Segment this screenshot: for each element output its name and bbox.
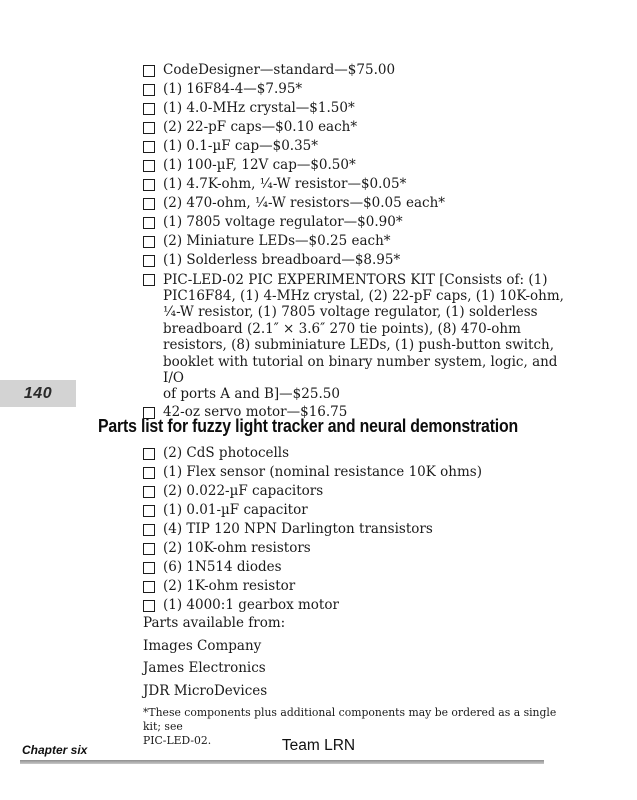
parts-item-label: (1) 0.01-µF capacitor: [163, 502, 308, 518]
page-number: 140: [23, 384, 53, 402]
checkbox-icon: [143, 600, 155, 612]
checkbox-icon: [143, 274, 155, 286]
checkbox-icon: [143, 84, 155, 96]
parts-item-label: (1) Solderless breadboard—$8.95*: [163, 252, 401, 268]
checkbox-icon: [143, 122, 155, 134]
checkbox-icon: [143, 65, 155, 77]
parts-item-label: (4) TIP 120 NPN Darlington transistors: [163, 521, 433, 537]
checkbox-icon: [143, 255, 155, 267]
supplier-name: JDR MicroDevices: [143, 682, 268, 699]
parts-list-item: [143, 520, 573, 539]
parts-list-item: [143, 118, 573, 137]
kit-description-line: resistors, (8) subminiature LEDs, (1) push-button switch,: [163, 337, 555, 354]
kit-description-line: PIC16F84, (1) 4-MHz crystal, (2) 22-pF caps, (1) 10K-ohm,: [163, 287, 564, 304]
kit-description-line: PIC-LED-02 PIC EXPERIMENTORS KIT [Consists of: (1): [163, 271, 548, 288]
parts-item-label: (1) 100-µF, 12V cap—$0.50*: [163, 157, 356, 173]
parts-item-label: (2) CdS photocells: [163, 445, 290, 461]
parts-item-label: (2) 1K-ohm resistor: [163, 578, 296, 594]
parts-list-item: [143, 482, 573, 501]
parts-item-label: (6) 1N514 diodes: [163, 559, 282, 575]
parts-checklist-bottom: [143, 444, 573, 615]
supplier-name: James Electronics: [143, 660, 266, 676]
parts-checklist-top: [143, 61, 573, 422]
checkbox-icon: [143, 467, 155, 479]
parts-item-label: (1) Flex sensor (nominal resistance 10K ohms): [163, 464, 482, 480]
checkbox-icon: [143, 562, 155, 574]
parts-item-label: CodeDesigner—standard—$75.00: [163, 62, 396, 78]
checkbox-icon: [143, 217, 155, 229]
checkbox-icon: [143, 236, 155, 248]
parts-list-item: [143, 137, 573, 156]
parts-list-item: [143, 80, 573, 99]
parts-list-item: [143, 194, 573, 213]
parts-item-label: (2) Miniature LEDs—$0.25 each*: [163, 233, 391, 249]
checkbox-icon: [143, 448, 155, 460]
checkbox-icon: [143, 141, 155, 153]
checkbox-icon: [143, 103, 155, 115]
checkbox-icon: [143, 179, 155, 191]
parts-list-item: [143, 463, 573, 482]
kit-description: [163, 270, 573, 403]
chapter-label: Chapter six: [22, 743, 88, 757]
footnote-line: PIC-LED-02.: [143, 734, 212, 747]
suppliers-block: [143, 617, 285, 707]
parts-list-item: [143, 444, 573, 463]
parts-list-item: [143, 501, 573, 520]
parts-list-item: [143, 558, 573, 577]
checkbox-icon: [143, 160, 155, 172]
parts-list-item: [143, 577, 573, 596]
kit-description-line: booklet with tutorial on binary number system, logic, and I/O: [163, 353, 558, 386]
footer-rule: [20, 760, 544, 764]
parts-item-label: (1) 4000:1 gearbox motor: [163, 597, 339, 613]
parts-list-item: [143, 175, 573, 194]
parts-item-label: (1) 7805 voltage regulator—$0.90*: [163, 214, 403, 230]
parts-list-item: [143, 156, 573, 175]
parts-item-label: (2) 22-pF caps—$0.10 each*: [163, 119, 358, 135]
watermark: Team LRN: [281, 737, 356, 754]
footnote-line: *These components plus additional components may be ordered as a single kit; see: [143, 706, 557, 733]
parts-list-item: [143, 213, 573, 232]
suppliers-intro: Parts available from:: [143, 615, 286, 631]
parts-item-label: (1) 4.7K-ohm, ¹⁄₄-W resistor—$0.05*: [163, 176, 407, 192]
parts-list-item: [143, 61, 573, 80]
parts-item-label: (1) 0.1-µF cap—$0.35*: [163, 138, 319, 154]
checkbox-icon: [143, 581, 155, 593]
kit-description-line: ¹⁄₄-W resistor, (1) 7805 voltage regulator, (1) solderless: [163, 304, 538, 321]
parts-item-label: (2) 470-ohm, ¹⁄₄-W resistors—$0.05 each*: [163, 195, 446, 211]
parts-list-item: [143, 251, 573, 270]
supplier-name: Images Company: [143, 637, 262, 654]
parts-list-item: [143, 596, 573, 615]
page-number-badge: [0, 380, 76, 407]
checkbox-icon: [143, 543, 155, 555]
parts-list-item-kit: [143, 270, 573, 403]
checkbox-icon: [143, 198, 155, 210]
parts-item-label: (1) 16F84-4—$7.95*: [163, 81, 303, 97]
checkbox-icon: [143, 505, 155, 517]
parts-list-item: [143, 539, 573, 558]
section-heading: Parts list for fuzzy light tracker and neural demonstration: [98, 416, 519, 436]
parts-item-label: (2) 0.022-µF capacitors: [163, 483, 324, 499]
checkbox-icon: [143, 486, 155, 498]
parts-list-item: [143, 232, 573, 251]
checkbox-icon: [143, 524, 155, 536]
parts-item-label: (2) 10K-ohm resistors: [163, 540, 311, 556]
kit-description-line: of ports A and B]—$25.50: [163, 386, 340, 403]
parts-item-label: 42-oz servo motor—$16.75: [163, 403, 348, 420]
parts-item-label: (1) 4.0-MHz crystal—$1.50*: [163, 100, 355, 116]
parts-list-item: [143, 99, 573, 118]
kit-description-line: breadboard (2.1″ × 3.6″ 270 tie points), (8) 470-ohm: [163, 320, 521, 337]
